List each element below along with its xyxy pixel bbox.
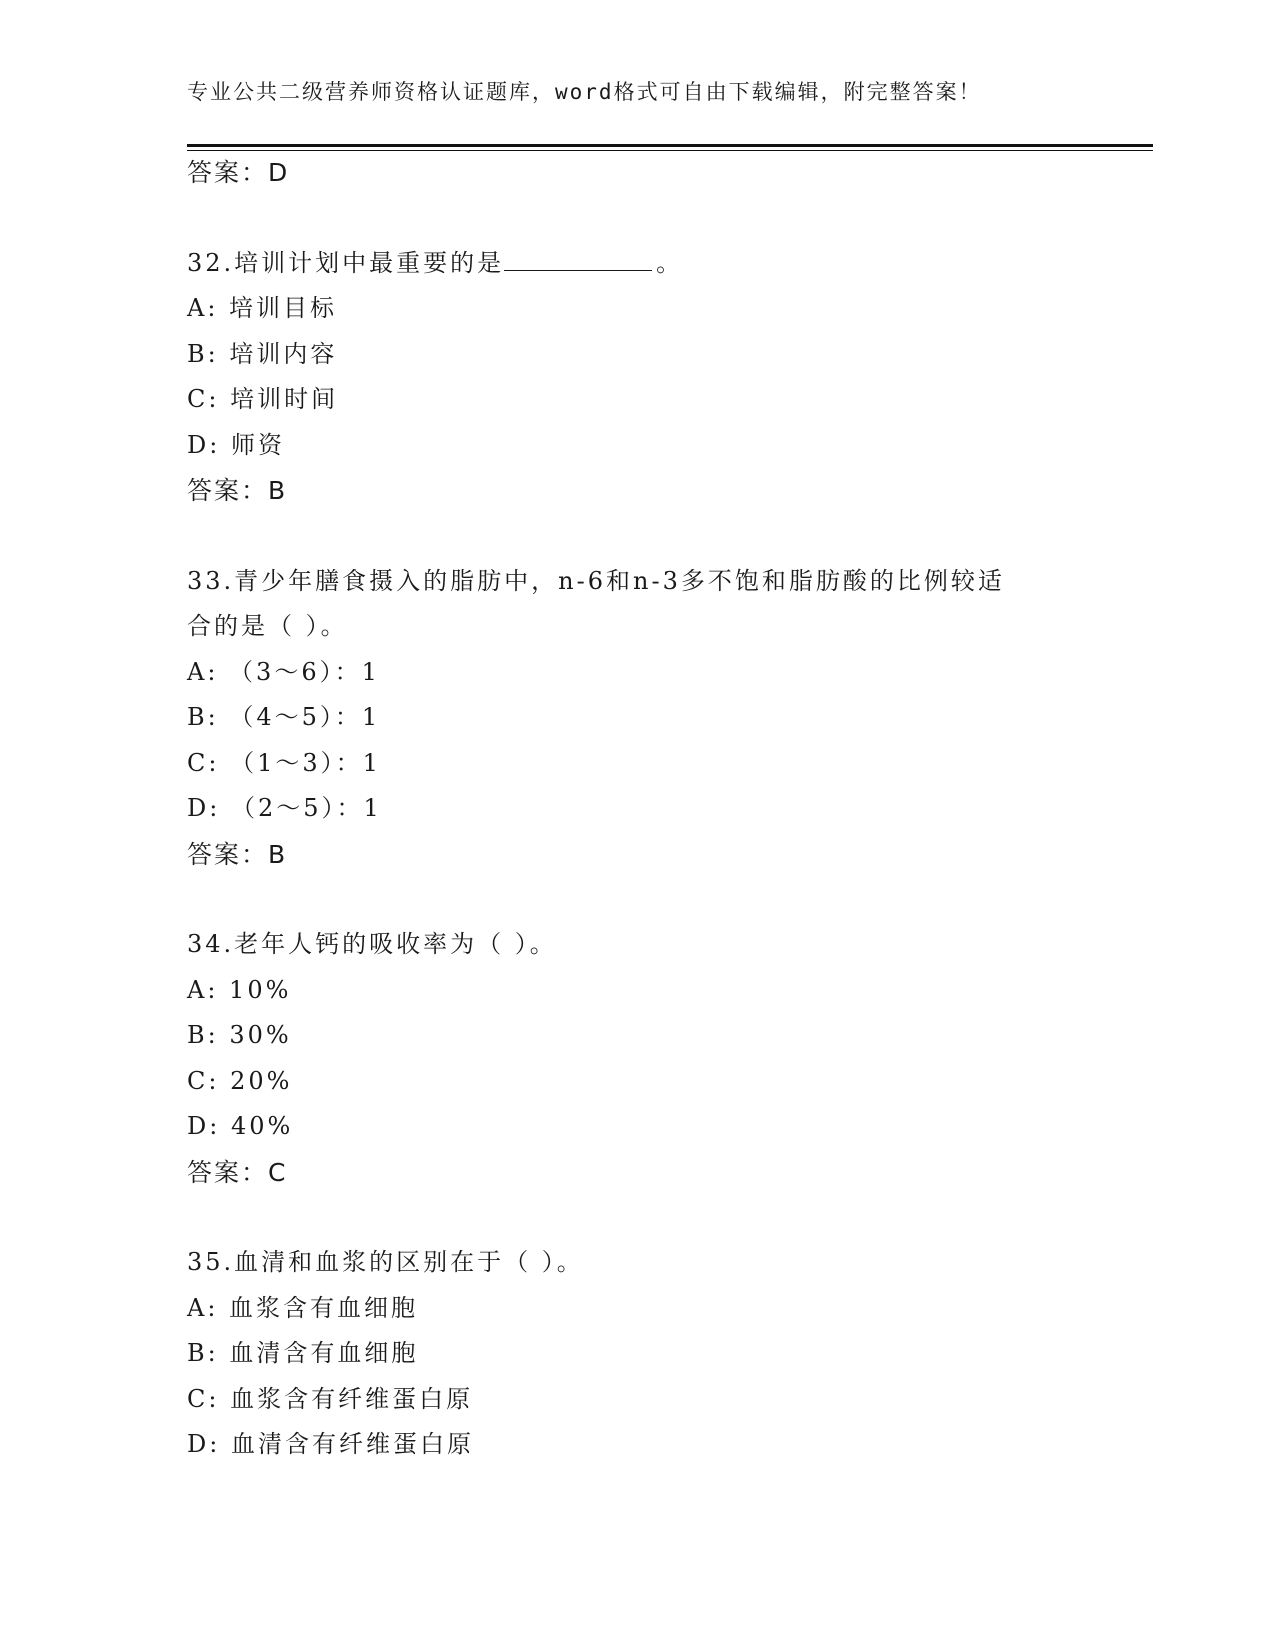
answer-31: 答案：D (187, 158, 290, 187)
question-33-stem-line1: 33.青少年膳食摄入的脂肪中，n-6和n-3多不饱和脂肪酸的比例较适 (187, 566, 1005, 595)
page-header: 专业公共二级营养师资格认证题库，word格式可自由下载编辑，附完整答案！ (187, 80, 982, 104)
question-34-stem: 34.老年人钙的吸收率为（ ）。 (187, 930, 557, 958)
spacer (187, 877, 1087, 922)
question-34-option-c: C: 20% (187, 1066, 293, 1095)
question-34-option-a: A: 10% (187, 975, 292, 1004)
spacer (187, 514, 1087, 559)
question-32-stem (187, 241, 1087, 287)
question-list (187, 150, 1087, 1468)
question-34-option-b: B: 30% (187, 1021, 292, 1049)
answer-32: 答案：B (187, 476, 288, 505)
question-33-stem-line2: 合的是（ ）。 (187, 612, 348, 640)
question-33-option-b: B: （4～5）：1 (187, 703, 381, 731)
fill-in-blank (504, 248, 652, 271)
question-35-option-a: A: 血浆含有血细胞 (187, 1293, 419, 1322)
question-33-option-a: A: （3～6）：1 (187, 657, 380, 686)
answer-33: 答案：B (187, 839, 288, 869)
spacer (187, 196, 1087, 241)
question-32-option-d: D: 师资 (187, 430, 285, 459)
question-35-option-d: D: 血清含有纤维蛋白原 (187, 1430, 474, 1458)
question-35-option-b: B: 血清含有血细胞 (187, 1339, 419, 1367)
question-33-option-c: C: （1～3）：1 (187, 748, 381, 777)
question-35-stem: 35.血清和血浆的区别在于（ ）。 (187, 1248, 584, 1276)
question-32-end: 。 (656, 248, 684, 277)
answer-34: 答案：C (187, 1157, 288, 1187)
question-32-option-b: B: 培训内容 (187, 339, 338, 368)
question-32-option-a: A: 培训目标 (187, 294, 338, 322)
header-rule-thick (187, 144, 1153, 147)
question-33-option-d: D: （2～5）：1 (187, 794, 382, 822)
question-32-text: 32.培训计划中最重要的是 (187, 248, 505, 277)
spacer (187, 1195, 1087, 1240)
question-34-option-d: D: 40% (187, 1112, 294, 1140)
question-32-option-c: C: 培训时间 (187, 385, 339, 413)
question-35-option-c: C: 血浆含有纤维蛋白原 (187, 1384, 474, 1413)
